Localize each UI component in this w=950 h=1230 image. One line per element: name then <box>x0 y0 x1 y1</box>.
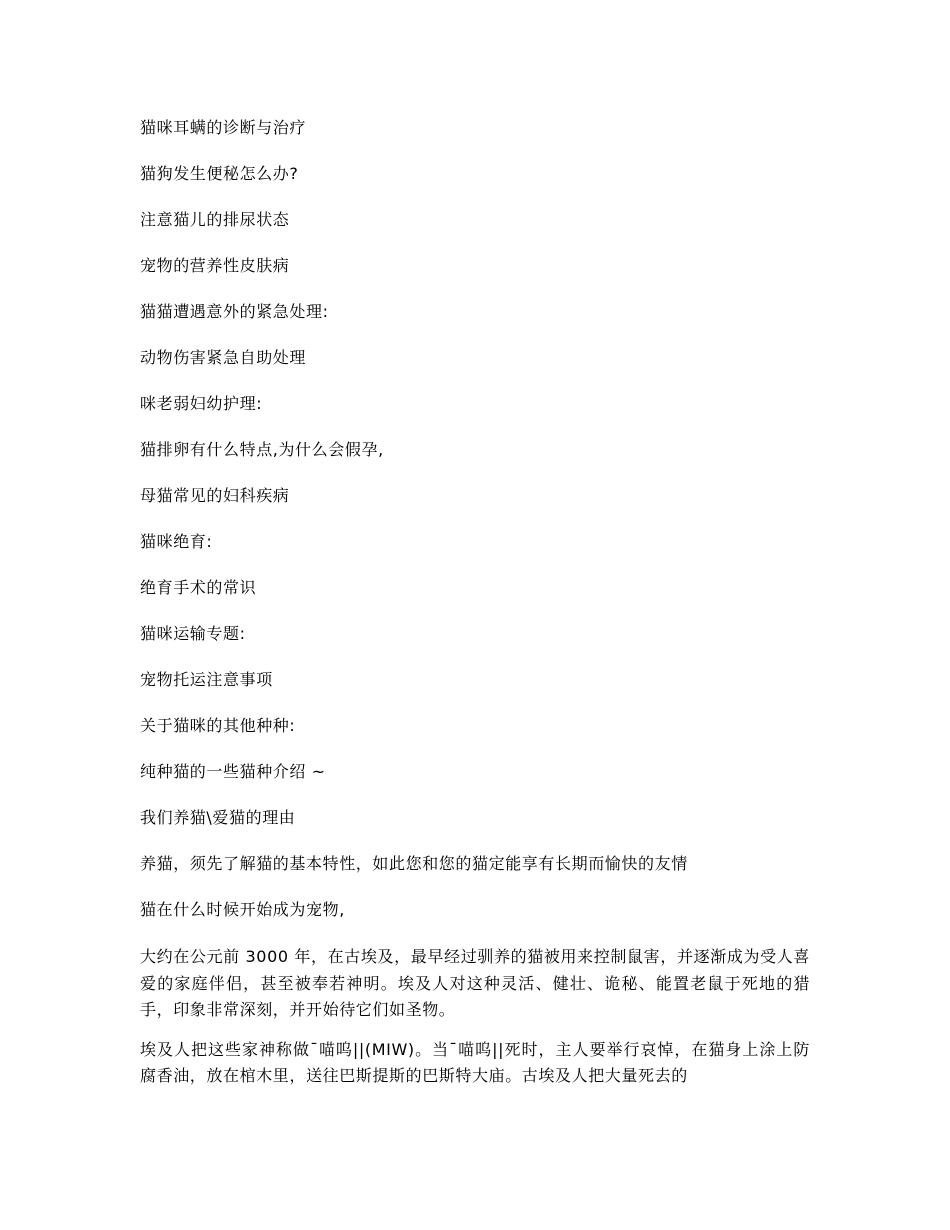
heading-surgery-knowledge: 绝育手术的常识 <box>140 578 257 597</box>
heading-urination: 注意猫儿的排尿状态 <box>140 210 290 229</box>
paragraph-miw: 埃及人把这些家神称做¯喵呜||(MIW)。当¯喵呜||死时，主人要举行哀悼，在猫身上涂上防腐香油，放在棺木里，送往巴斯提斯的巴斯特大庙。古埃及人把大量死去的 <box>140 1039 810 1085</box>
heading-history: 猫在什么时候开始成为宠物, <box>140 900 345 919</box>
heading-other-topics: 关于猫咪的其他种种: <box>140 716 296 735</box>
paragraph-egypt-history: 大约在公元前 3000 年，在古埃及，最早经过驯养的猫被用来控制鼠害，并逐渐成为受人喜爱的家庭伴侣，甚至被奉若神明。埃及人对这种灵活、健壮、诡秘、能置老鼠于死地的猎手，印象非常深刻，并开始待它们如圣物。 <box>140 947 810 1019</box>
heading-transport: 猫咪运输专题: <box>140 624 246 643</box>
document-body <box>140 116 810 1103</box>
heading-shipping-notes: 宠物托运注意事项 <box>140 670 273 689</box>
heading-animal-injury: 动物伤害紧急自助处理 <box>140 348 307 367</box>
line-basic-traits: 养猫，须先了解猫的基本特性，如此您和您的猫定能享有长期而愉快的友情 <box>140 854 688 873</box>
heading-gynecology: 母猫常见的妇科疾病 <box>140 486 290 505</box>
heading-emergency: 猫猫遭遇意外的紧急处理: <box>140 302 329 321</box>
heading-care: 咪老弱妇幼护理: <box>140 394 263 413</box>
heading-ear-mites: 猫咪耳螨的诊断与治疗 <box>140 118 307 137</box>
heading-ovulation: 猫排卵有什么特点,为什么会假孕, <box>140 440 384 459</box>
heading-reasons: 我们养猫\爱猫的理由 <box>140 808 296 827</box>
heading-breeds: 纯种猫的一些猫种介绍 ~ <box>140 762 326 781</box>
heading-constipation: 猫狗发生便秘怎么办? <box>140 164 299 183</box>
heading-neutering: 猫咪绝育: <box>140 532 213 551</box>
heading-skin-disease: 宠物的营养性皮肤病 <box>140 256 290 275</box>
